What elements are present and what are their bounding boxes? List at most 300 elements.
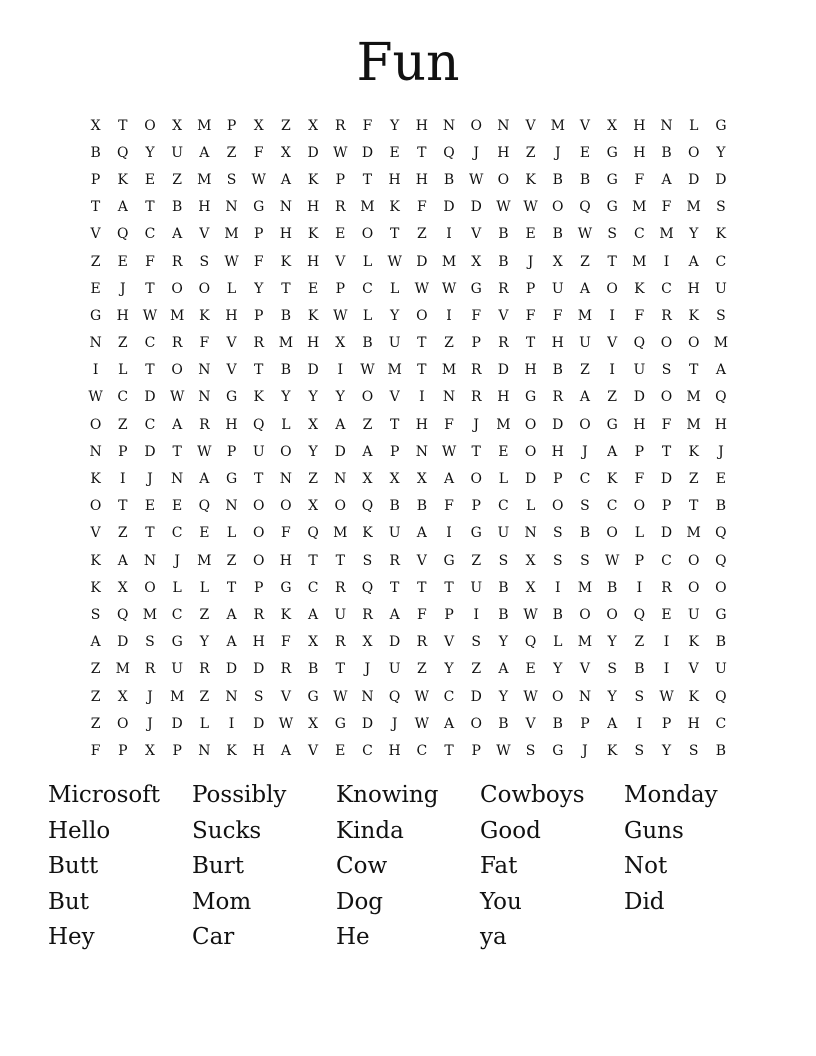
grid-letter: H bbox=[388, 742, 401, 759]
grid-letter: U bbox=[715, 280, 727, 297]
grid-letter: X bbox=[144, 742, 155, 759]
grid-letter: I bbox=[446, 525, 452, 542]
grid-letter: L bbox=[634, 525, 644, 542]
grid-letter: M bbox=[577, 634, 593, 651]
grid-letter: O bbox=[633, 498, 646, 515]
grid-letter: O bbox=[715, 579, 727, 596]
grid-letter: T bbox=[308, 552, 318, 569]
grid-letter: A bbox=[579, 389, 591, 406]
grid-letter: R bbox=[362, 606, 373, 623]
grid-letter: S bbox=[90, 606, 101, 623]
grid-letter: O bbox=[660, 389, 673, 406]
grid-letter: M bbox=[115, 661, 130, 678]
grid-letter: S bbox=[525, 742, 536, 759]
grid-letter: U bbox=[252, 443, 265, 460]
grid-letter: X bbox=[552, 253, 563, 270]
grid-letter: C bbox=[117, 389, 129, 406]
grid-letter: D bbox=[361, 144, 374, 161]
grid-letter: V bbox=[579, 117, 591, 134]
grid-letter: R bbox=[661, 579, 672, 596]
grid-letter: F bbox=[525, 307, 536, 324]
grid-letter: H bbox=[306, 253, 320, 270]
grid-letter: G bbox=[552, 742, 564, 759]
grid-letter: L bbox=[362, 253, 373, 270]
grid-letter: W bbox=[469, 171, 484, 188]
grid-letter: D bbox=[715, 171, 727, 188]
grid-letter: G bbox=[606, 199, 618, 216]
grid-letter: O bbox=[252, 552, 265, 569]
grid-letter: J bbox=[391, 715, 398, 732]
grid-letter: X bbox=[525, 579, 536, 596]
grid-letter: Q bbox=[579, 199, 591, 216]
grid-letter: N bbox=[361, 688, 374, 705]
word-list-item: Dog bbox=[336, 888, 384, 915]
grid-letter: T bbox=[254, 471, 264, 488]
grid-letter: V bbox=[389, 389, 400, 406]
grid-letter: S bbox=[145, 634, 155, 651]
grid-letter: K bbox=[253, 389, 264, 406]
grid-letter: M bbox=[387, 362, 402, 379]
grid-letter: C bbox=[443, 688, 455, 705]
grid-letter: N bbox=[198, 389, 211, 406]
grid-letter: Z bbox=[199, 688, 210, 705]
grid-letter: V bbox=[90, 525, 101, 542]
grid-letter: K bbox=[307, 307, 319, 324]
grid-letter: M bbox=[197, 171, 212, 188]
grid-letter: B bbox=[607, 579, 618, 596]
grid-letter: G bbox=[307, 688, 319, 705]
grid-letter: Z bbox=[471, 552, 482, 569]
grid-letter: M bbox=[632, 253, 647, 270]
grid-letter: X bbox=[308, 634, 319, 651]
word-list-item: Guns bbox=[624, 817, 684, 844]
word-list-item: ya bbox=[480, 924, 507, 950]
grid-letter: C bbox=[144, 335, 156, 352]
grid-letter: E bbox=[715, 471, 727, 488]
grid-letter: H bbox=[306, 199, 320, 216]
grid-letter: S bbox=[716, 307, 726, 324]
grid-letter: H bbox=[415, 171, 428, 188]
grid-letter: A bbox=[661, 171, 672, 188]
grid-letter: Z bbox=[634, 634, 645, 651]
grid-letter: P bbox=[254, 579, 264, 596]
grid-letter: I bbox=[446, 307, 452, 324]
grid-letter: I bbox=[337, 362, 344, 379]
grid-letter: B bbox=[715, 498, 727, 515]
grid-letter: W bbox=[414, 688, 430, 705]
grid-letter: B bbox=[416, 498, 427, 515]
grid-letter: F bbox=[634, 307, 645, 324]
grid-letter: U bbox=[470, 579, 483, 596]
grid-letter: N bbox=[660, 117, 673, 134]
grid-letter: E bbox=[335, 742, 346, 759]
grid-letter: B bbox=[498, 606, 509, 623]
grid-letter: C bbox=[633, 226, 645, 243]
grid-letter: B bbox=[552, 226, 563, 243]
grid-letter: O bbox=[552, 498, 564, 515]
grid-letter: W bbox=[88, 389, 103, 406]
grid-letter: W bbox=[496, 742, 511, 759]
grid-letter: A bbox=[688, 253, 699, 270]
grid-letter: N bbox=[497, 117, 510, 134]
grid-letter: I bbox=[663, 253, 670, 270]
grid-letter: V bbox=[498, 307, 509, 324]
grid-letter: X bbox=[416, 471, 427, 488]
grid-letter: W bbox=[414, 280, 430, 297]
grid-letter: W bbox=[659, 688, 674, 705]
grid-letter: X bbox=[117, 688, 128, 705]
grid-letter: C bbox=[715, 715, 727, 732]
grid-letter: H bbox=[633, 144, 646, 161]
grid-letter: F bbox=[416, 199, 427, 216]
grid-letter: E bbox=[525, 661, 536, 678]
grid-letter: F bbox=[552, 307, 563, 324]
grid-letter: X bbox=[389, 471, 400, 488]
grid-letter: U bbox=[497, 525, 510, 542]
grid-letter: T bbox=[90, 199, 101, 216]
grid-letter: Z bbox=[688, 471, 699, 488]
grid-letter: F bbox=[199, 335, 210, 352]
grid-letter: I bbox=[663, 661, 670, 678]
grid-letter: L bbox=[172, 579, 182, 596]
grid-letter: T bbox=[389, 226, 400, 243]
grid-letter: I bbox=[473, 606, 479, 623]
grid-letter: N bbox=[415, 443, 428, 460]
grid-letter: Q bbox=[117, 226, 129, 243]
grid-letter: B bbox=[443, 171, 455, 188]
grid-letter: B bbox=[389, 498, 400, 515]
grid-letter: G bbox=[334, 715, 346, 732]
word-list-item: Monday bbox=[624, 782, 718, 808]
grid-letter: Z bbox=[226, 144, 237, 161]
grid-letter: Z bbox=[90, 661, 101, 678]
grid-letter: S bbox=[661, 362, 672, 379]
grid-letter: F bbox=[661, 199, 672, 216]
grid-letter: H bbox=[497, 389, 510, 406]
grid-letter: O bbox=[579, 416, 591, 433]
grid-letter: V bbox=[335, 253, 346, 270]
grid-letter: O bbox=[89, 498, 102, 515]
grid-letter: G bbox=[280, 579, 292, 596]
grid-letter: L bbox=[390, 280, 400, 297]
grid-letter: K bbox=[606, 742, 618, 759]
grid-letter: I bbox=[609, 307, 615, 324]
grid-letter: H bbox=[497, 144, 510, 161]
grid-letter: P bbox=[90, 171, 101, 188]
grid-letter: A bbox=[607, 443, 618, 460]
grid-letter: T bbox=[417, 362, 427, 379]
grid-letter: F bbox=[90, 742, 101, 759]
grid-letter: Y bbox=[254, 280, 264, 297]
grid-letter: S bbox=[607, 661, 617, 678]
grid-letter: J bbox=[473, 144, 480, 161]
word-list bbox=[48, 778, 768, 956]
grid-letter: R bbox=[253, 335, 264, 352]
grid-letter: Z bbox=[308, 471, 318, 488]
grid-letter: Z bbox=[416, 226, 427, 243]
grid-letter: T bbox=[362, 171, 373, 188]
grid-letter: A bbox=[362, 443, 373, 460]
grid-letter: H bbox=[633, 117, 646, 134]
grid-letter: U bbox=[551, 280, 564, 297]
grid-letter: S bbox=[253, 688, 264, 705]
grid-letter: U bbox=[579, 335, 591, 352]
grid-letter: B bbox=[90, 144, 101, 161]
word-list-item: Good bbox=[480, 817, 541, 844]
grid-letter: N bbox=[279, 199, 293, 216]
grid-letter: Z bbox=[416, 661, 427, 678]
grid-letter: P bbox=[634, 552, 645, 569]
grid-letter: M bbox=[686, 389, 701, 406]
grid-letter: N bbox=[198, 362, 211, 379]
grid-letter: J bbox=[527, 253, 534, 270]
grid-letter: T bbox=[389, 416, 400, 433]
grid-letter: O bbox=[497, 171, 510, 188]
grid-letter: B bbox=[498, 226, 509, 243]
grid-letter: H bbox=[687, 280, 700, 297]
grid-letter: B bbox=[362, 335, 373, 352]
grid-letter: M bbox=[713, 335, 729, 352]
grid-letter: P bbox=[254, 307, 264, 324]
grid-letter: Z bbox=[90, 688, 101, 705]
grid-letter: Y bbox=[281, 389, 291, 406]
grid-letter: V bbox=[199, 226, 210, 243]
grid-letter: I bbox=[555, 579, 561, 596]
grid-letter: X bbox=[308, 416, 319, 433]
grid-letter: O bbox=[89, 416, 102, 433]
grid-letter: W bbox=[360, 362, 375, 379]
grid-letter: W bbox=[197, 443, 212, 460]
grid-letter: G bbox=[606, 144, 618, 161]
grid-letter: S bbox=[471, 634, 482, 651]
grid-letter: A bbox=[172, 416, 183, 433]
grid-letter: S bbox=[607, 226, 617, 243]
grid-letter: R bbox=[389, 552, 400, 569]
grid-letter: J bbox=[582, 742, 588, 759]
grid-letter: B bbox=[579, 525, 591, 542]
grid-letter: W bbox=[441, 443, 457, 460]
grid-letter: R bbox=[253, 606, 264, 623]
grid-letter: L bbox=[689, 117, 699, 134]
grid-letter: H bbox=[388, 171, 401, 188]
grid-letter: A bbox=[607, 715, 618, 732]
grid-letter: I bbox=[663, 634, 670, 651]
grid-letter: O bbox=[252, 525, 265, 542]
grid-letter: H bbox=[306, 335, 320, 352]
letter-grid bbox=[82, 112, 742, 765]
grid-letter: D bbox=[253, 661, 265, 678]
grid-letter: D bbox=[470, 688, 482, 705]
grid-letter: A bbox=[90, 634, 101, 651]
grid-letter: P bbox=[553, 471, 563, 488]
grid-letter: C bbox=[416, 742, 428, 759]
grid-letter: K bbox=[389, 199, 400, 216]
grid-letter: D bbox=[334, 443, 346, 460]
grid-letter: P bbox=[335, 171, 345, 188]
grid-letter: K bbox=[362, 525, 373, 542]
grid-letter: B bbox=[498, 579, 509, 596]
grid-letter: C bbox=[661, 552, 672, 569]
grid-letter: B bbox=[579, 171, 591, 188]
grid-letter: Y bbox=[661, 742, 672, 759]
grid-letter: O bbox=[606, 280, 618, 297]
grid-letter: D bbox=[307, 144, 319, 161]
word-list-item: Butt bbox=[48, 853, 99, 879]
grid-letter: P bbox=[226, 443, 237, 460]
grid-letter: M bbox=[278, 335, 294, 352]
grid-letter: X bbox=[607, 117, 618, 134]
grid-letter: T bbox=[118, 117, 128, 134]
grid-letter: D bbox=[253, 715, 265, 732]
grid-letter: K bbox=[117, 171, 129, 188]
grid-letter: V bbox=[90, 226, 101, 243]
grid-letter: O bbox=[117, 715, 129, 732]
grid-letter: Y bbox=[199, 634, 209, 651]
grid-letter: P bbox=[335, 280, 345, 297]
grid-letter: X bbox=[362, 471, 373, 488]
grid-letter: Q bbox=[198, 498, 211, 515]
grid-letter: R bbox=[199, 661, 210, 678]
grid-letter: B bbox=[552, 362, 563, 379]
grid-letter: A bbox=[443, 715, 455, 732]
grid-letter: C bbox=[144, 226, 156, 243]
grid-letter: A bbox=[199, 471, 210, 488]
grid-letter: L bbox=[226, 525, 237, 542]
grid-letter: T bbox=[689, 498, 699, 515]
grid-letter: R bbox=[335, 199, 346, 216]
grid-letter: R bbox=[498, 335, 509, 352]
grid-letter: S bbox=[688, 742, 699, 759]
grid-letter: W bbox=[142, 307, 158, 324]
grid-letter: Y bbox=[308, 389, 318, 406]
grid-letter: B bbox=[552, 171, 563, 188]
grid-letter: Z bbox=[471, 661, 482, 678]
grid-letter: E bbox=[579, 144, 591, 161]
grid-letter: Z bbox=[117, 416, 128, 433]
grid-letter: D bbox=[171, 715, 183, 732]
grid-letter: R bbox=[171, 253, 183, 270]
grid-letter: C bbox=[606, 498, 618, 515]
grid-letter: N bbox=[143, 552, 157, 569]
grid-letter: H bbox=[633, 416, 646, 433]
grid-letter: P bbox=[525, 280, 536, 297]
grid-letter: Y bbox=[553, 661, 563, 678]
grid-letter: U bbox=[715, 661, 727, 678]
grid-letter: K bbox=[634, 280, 645, 297]
grid-letter: T bbox=[145, 280, 155, 297]
grid-letter: X bbox=[335, 335, 346, 352]
grid-letter: Z bbox=[525, 144, 536, 161]
grid-letter: R bbox=[470, 362, 482, 379]
grid-letter: H bbox=[687, 715, 700, 732]
grid-letter: Q bbox=[361, 498, 374, 515]
grid-letter: K bbox=[90, 552, 101, 569]
grid-letter: A bbox=[280, 742, 291, 759]
grid-letter: K bbox=[199, 307, 210, 324]
grid-letter: H bbox=[279, 552, 293, 569]
grid-letter: D bbox=[144, 443, 156, 460]
grid-letter: M bbox=[333, 525, 348, 542]
grid-letter: Z bbox=[117, 525, 128, 542]
grid-letter: H bbox=[225, 416, 238, 433]
grid-letter: S bbox=[226, 171, 237, 188]
grid-letter: L bbox=[553, 634, 563, 651]
grid-letter: F bbox=[281, 634, 291, 651]
word-list-item: Hey bbox=[48, 924, 95, 950]
grid-letter: J bbox=[473, 416, 480, 433]
grid-letter: X bbox=[308, 715, 319, 732]
grid-letter: L bbox=[281, 416, 291, 433]
grid-letter: D bbox=[552, 416, 564, 433]
grid-letter: W bbox=[333, 307, 348, 324]
grid-letter: V bbox=[607, 335, 618, 352]
grid-letter: A bbox=[715, 362, 726, 379]
grid-letter: Z bbox=[117, 335, 128, 352]
grid-letter: T bbox=[471, 443, 481, 460]
grid-letter: O bbox=[552, 199, 564, 216]
grid-letter: B bbox=[715, 634, 727, 651]
grid-letter: O bbox=[687, 579, 700, 596]
grid-letter: Q bbox=[443, 144, 455, 161]
grid-letter: I bbox=[92, 362, 99, 379]
grid-letter: F bbox=[444, 498, 454, 515]
grid-letter: A bbox=[117, 552, 128, 569]
grid-letter: K bbox=[688, 443, 699, 460]
grid-letter: B bbox=[634, 661, 645, 678]
grid-letter: E bbox=[117, 253, 128, 270]
grid-letter: O bbox=[144, 117, 156, 134]
grid-letter: X bbox=[172, 117, 183, 134]
grid-letter: Z bbox=[172, 171, 183, 188]
grid-letter: B bbox=[715, 742, 727, 759]
grid-letter: Y bbox=[145, 144, 155, 161]
grid-letter: B bbox=[498, 253, 509, 270]
grid-letter: P bbox=[634, 443, 645, 460]
grid-letter: G bbox=[606, 416, 618, 433]
grid-letter: U bbox=[633, 362, 646, 379]
grid-letter: Z bbox=[90, 715, 101, 732]
grid-letter: W bbox=[251, 171, 266, 188]
grid-letter: U bbox=[687, 606, 700, 623]
grid-letter: P bbox=[580, 715, 590, 732]
grid-letter: O bbox=[524, 443, 537, 460]
word-list-item: Microsoft bbox=[48, 782, 161, 808]
grid-letter: R bbox=[335, 579, 346, 596]
grid-letter: A bbox=[199, 144, 210, 161]
grid-letter: P bbox=[661, 498, 672, 515]
grid-letter: C bbox=[661, 280, 672, 297]
grid-letter: M bbox=[169, 688, 185, 705]
grid-letter: J bbox=[582, 443, 588, 460]
grid-letter: X bbox=[280, 144, 291, 161]
grid-letter: F bbox=[145, 253, 155, 270]
grid-letter: D bbox=[117, 634, 129, 651]
grid-letter: M bbox=[550, 117, 565, 134]
grid-letter: T bbox=[145, 362, 155, 379]
grid-letter: M bbox=[197, 552, 212, 569]
grid-letter: B bbox=[307, 661, 319, 678]
grid-letter: M bbox=[632, 199, 647, 216]
grid-letter: A bbox=[226, 634, 237, 651]
grid-letter: E bbox=[90, 280, 101, 297]
grid-letter: M bbox=[441, 362, 457, 379]
grid-letter: I bbox=[609, 362, 615, 379]
grid-letter: T bbox=[525, 335, 536, 352]
grid-letter: O bbox=[687, 335, 700, 352]
grid-letter: Y bbox=[498, 688, 509, 705]
grid-letter: O bbox=[552, 688, 564, 705]
grid-letter: H bbox=[714, 416, 728, 433]
